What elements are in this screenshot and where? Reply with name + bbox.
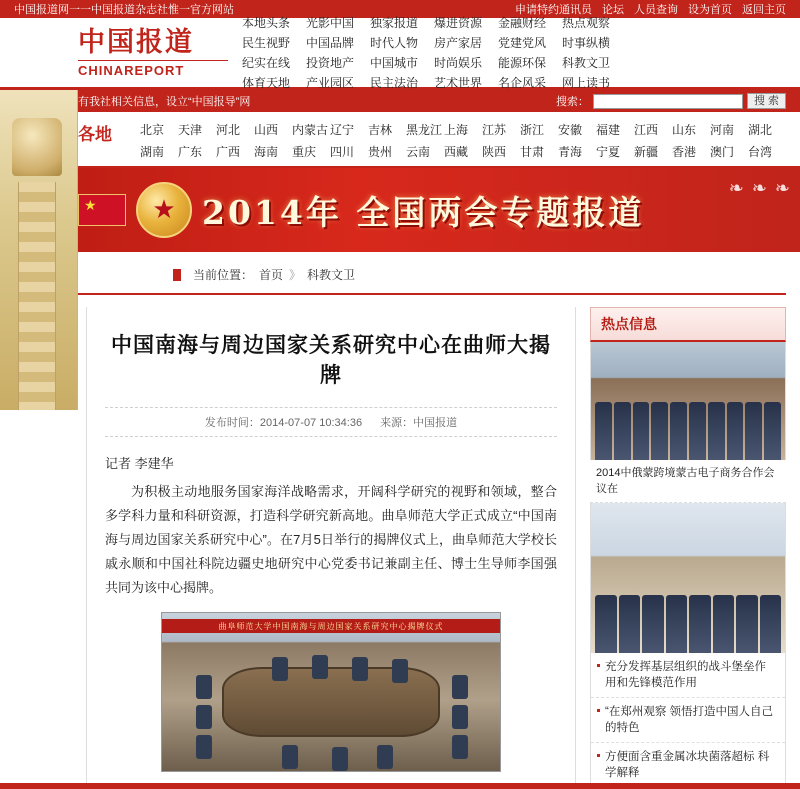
list-item[interactable]: “在郑州观察 领悟打造中国人自己的特色	[591, 698, 785, 743]
nav-item-20[interactable]: 民主法治	[370, 75, 419, 90]
photo-person	[392, 659, 408, 683]
nav-item-15[interactable]: 时尚娱乐	[434, 55, 483, 70]
photo-person	[452, 705, 468, 729]
region-hainan[interactable]: 海南	[254, 145, 279, 159]
nav-item-12[interactable]: 纪实在线	[242, 55, 291, 70]
decorative-pillar	[0, 90, 78, 410]
region-links	[140, 118, 786, 160]
dove-icons: ❧ ❧ ❧	[728, 178, 790, 198]
sidebar-thumbnail-2[interactable]	[590, 503, 786, 653]
region-neimenggu[interactable]: 内蒙古	[292, 123, 329, 137]
list-item[interactable]: 充分发挥基层组织的战斗堡垒作用和先锋模范作用	[591, 653, 785, 698]
notice-search-bar	[0, 90, 800, 112]
thumb2-figures	[591, 595, 785, 653]
search-input[interactable]	[593, 94, 743, 109]
region-shandong[interactable]: 山东	[672, 123, 697, 137]
region-row-1	[140, 121, 786, 138]
sidebar	[590, 307, 786, 789]
region-xianggang[interactable]: 香港	[672, 145, 697, 159]
region-gansu[interactable]: 甘肃	[520, 145, 545, 159]
region-zhejiang[interactable]: 浙江	[520, 123, 545, 137]
region-heilongjiang[interactable]: 黑龙江	[406, 123, 443, 137]
nav-item-14[interactable]: 中国城市	[370, 55, 419, 70]
photo-banner-text: 曲阜师范大学中国南海与周边国家关系研究中心揭牌仪式	[162, 619, 500, 633]
article-photo	[161, 612, 501, 772]
region-jiangsu[interactable]: 江苏	[482, 123, 507, 137]
region-title: 各地	[78, 125, 112, 145]
region-taiwan[interactable]: 台湾	[748, 145, 773, 159]
region-qinghai[interactable]: 青海	[558, 145, 583, 159]
search-area	[556, 93, 786, 109]
breadcrumb-item-category[interactable]: 科教文卫	[307, 268, 356, 282]
breadcrumb-separator: 》	[289, 268, 302, 282]
site-notice: 中国报道网一一中国报道杂志社惟一官方网站	[14, 4, 234, 16]
article-paragraph-1: 为积极主动地服务国家海洋战略需求，开阔科学研究的视野和领域，整合多学科力量和科研资源，打造科学研究新高地。曲阜师范大学正式成立“中国南海与周边国家关系研究中心”。在7月5日举行的揭牌仪式上，曲阜师范大学校长戚永顺和中国社科院边疆史地研究中心党委书记兼副主任、博士生导师李国强共同为该中心揭牌。	[105, 484, 557, 595]
nav-item-5[interactable]: 热点观察	[562, 15, 611, 30]
article-source: 来源：中国报道	[380, 417, 458, 429]
main-content	[0, 295, 800, 789]
sidebar-thumbnail-1-caption[interactable]: 2014中俄蒙跨境蒙古电子商务合作会议在	[590, 460, 786, 503]
logo-chinese: 中国报道	[78, 26, 194, 58]
region-jilin[interactable]: 吉林	[368, 123, 393, 137]
nav-item-9[interactable]: 房产家居	[434, 35, 483, 50]
region-hunan[interactable]: 湖南	[140, 145, 165, 159]
nav-item-8[interactable]: 时代人物	[370, 35, 419, 50]
region-henan[interactable]: 河南	[710, 123, 735, 137]
region-guangdong[interactable]: 广东	[178, 145, 203, 159]
nav-item-18[interactable]: 体育天地	[242, 75, 291, 90]
nav-item-13[interactable]: 投资地产	[306, 55, 355, 70]
site-logo[interactable]	[78, 28, 228, 78]
main-nav	[242, 13, 626, 93]
national-flag-icon	[78, 194, 126, 226]
search-button[interactable]: 搜 索	[747, 93, 786, 109]
nav-item-11[interactable]: 时事纵横	[562, 35, 611, 50]
banner-inner	[78, 168, 800, 252]
article-byline: 记者 李建华	[105, 456, 174, 471]
region-xizang[interactable]: 西藏	[444, 145, 469, 159]
article-meta	[105, 407, 557, 437]
region-row-2	[140, 143, 786, 160]
nav-item-22[interactable]: 名企风采	[498, 75, 547, 90]
nav-item-17[interactable]: 科教文卫	[562, 55, 611, 70]
pillar-column	[18, 182, 56, 410]
top-link-staff-search[interactable]: 人员查询	[634, 4, 678, 16]
top-link-set-homepage[interactable]: 设为首页	[688, 4, 732, 16]
photo-person	[312, 655, 328, 679]
nav-item-1[interactable]: 光影中国	[306, 15, 355, 30]
photo-person	[452, 675, 468, 699]
region-beijing[interactable]: 北京	[140, 123, 165, 137]
thumb1-figures	[591, 402, 785, 460]
top-link-back-home[interactable]: 返回主页	[742, 4, 786, 16]
nav-item-4[interactable]: 金融财经	[498, 15, 547, 30]
region-chongqing[interactable]: 重庆	[292, 145, 317, 159]
region-shanghai[interactable]: 上海	[444, 123, 469, 137]
region-aomen[interactable]: 澳门	[710, 145, 735, 159]
photo-person	[196, 705, 212, 729]
nav-item-6[interactable]: 民生视野	[242, 35, 291, 50]
region-shaanxi[interactable]: 陕西	[482, 145, 507, 159]
region-tianjin[interactable]: 天津	[178, 123, 203, 137]
top-link-forum[interactable]: 论坛	[602, 4, 624, 16]
nav-item-7[interactable]: 中国品牌	[306, 35, 355, 50]
breadcrumb	[78, 252, 786, 295]
photo-person	[377, 745, 393, 769]
nav-item-2[interactable]: 独家报道	[370, 15, 419, 30]
breadcrumb-item-home[interactable]: 首页	[259, 268, 284, 282]
region-xinjiang[interactable]: 新疆	[634, 145, 659, 159]
nav-item-0[interactable]: 本地头条	[242, 15, 291, 30]
region-fujian[interactable]: 福建	[596, 123, 621, 137]
photo-person	[282, 745, 298, 769]
lion-statue-icon	[12, 118, 62, 176]
publish-time: 发布时间：2014-07-07 10:34:36	[204, 417, 363, 429]
region-sichuan[interactable]: 四川	[330, 145, 355, 159]
sidebar-news-list	[590, 653, 786, 789]
nav-item-19[interactable]: 产业园区	[306, 75, 355, 90]
breadcrumb-label: 当前位置：	[193, 268, 254, 282]
photo-person	[452, 735, 468, 759]
region-shanxi[interactable]: 山西	[254, 123, 279, 137]
photo-person	[352, 657, 368, 681]
bottom-red-stripe	[0, 783, 800, 789]
site-header	[0, 15, 800, 90]
region-liaoning[interactable]: 辽宁	[330, 123, 355, 137]
photo-person	[196, 675, 212, 699]
region-guangxi[interactable]: 广西	[216, 145, 241, 159]
sidebar-heading: 热点信息	[590, 307, 786, 342]
nav-item-21[interactable]: 艺术世界	[434, 75, 483, 90]
nav-item-16[interactable]: 能源环保	[498, 55, 547, 70]
region-yunnan[interactable]: 云南	[406, 145, 431, 159]
photo-person	[272, 657, 288, 681]
special-report-banner[interactable]	[0, 168, 800, 252]
breadcrumb-marker-icon	[173, 269, 181, 281]
region-guizhou[interactable]: 贵州	[368, 145, 393, 159]
region-jiangxi[interactable]: 江西	[634, 123, 659, 137]
region-bar	[0, 112, 800, 168]
sidebar-thumbnail-1[interactable]	[590, 342, 786, 460]
nav-item-3[interactable]: 爆进资源	[434, 15, 483, 30]
region-anhui[interactable]: 安徽	[558, 123, 583, 137]
search-label: 搜索：	[555, 96, 589, 108]
article-title: 中国南海与周边国家关系研究中心在曲师大揭牌	[111, 332, 551, 387]
list-item[interactable]: 方便面含重金属冰块菌落超标 科学解释	[591, 743, 785, 788]
region-ningxia[interactable]: 宁夏	[596, 145, 621, 159]
region-hebei[interactable]: 河北	[216, 123, 241, 137]
logo-english: CHINAREPORT	[78, 60, 228, 78]
nav-item-10[interactable]: 党建党风	[498, 35, 547, 50]
banner-title: 2014年 全国两会专题报道	[202, 192, 645, 232]
top-link-apply[interactable]: 申请特约通讯员	[515, 4, 592, 16]
photo-person	[332, 747, 348, 771]
subbar-notice: 有我社相关信息，设立“中国报导”网	[78, 96, 251, 108]
national-emblem-icon	[136, 182, 192, 238]
photo-person	[196, 735, 212, 759]
article-body	[86, 307, 576, 789]
region-hubei[interactable]: 湖北	[748, 123, 773, 137]
nav-item-23[interactable]: 网上读书	[562, 75, 611, 90]
